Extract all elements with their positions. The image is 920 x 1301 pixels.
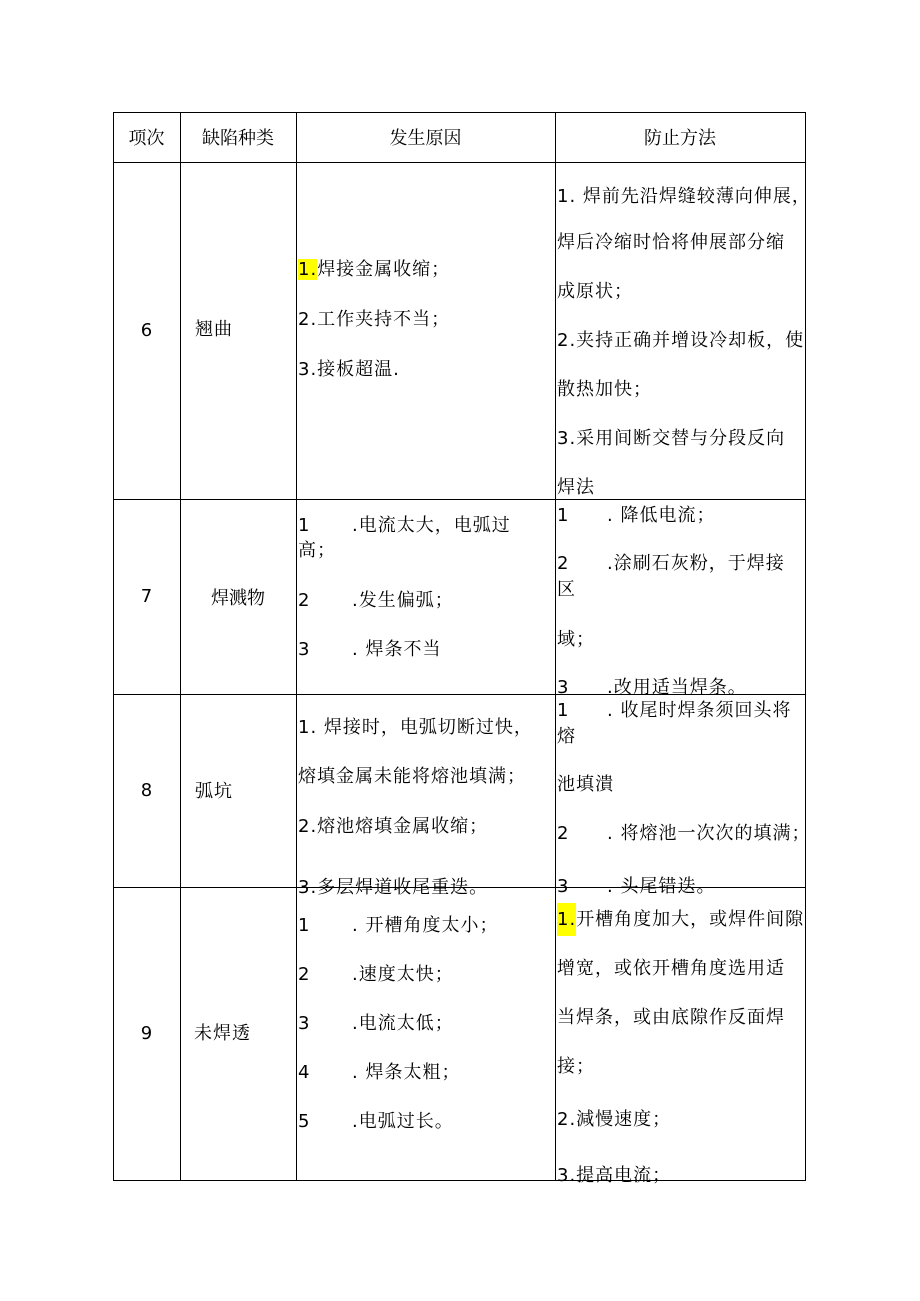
grid-line	[113, 1180, 806, 1181]
cause-cell	[296, 694, 555, 898]
header-defect: 缺陷种类	[202, 128, 274, 149]
item-number: 1	[298, 915, 311, 936]
prevention-line: .涂刷石灰粉，于焊接	[607, 553, 785, 574]
header-cause: 发生原因	[389, 128, 462, 149]
prevention-line: .改用适当焊条。	[607, 677, 747, 698]
row-number: 6	[140, 320, 153, 341]
defect-label: 弧坑	[195, 781, 233, 802]
prevention-line: 1. 焊前先沿焊缝较薄向伸展，	[557, 186, 811, 207]
defect-table	[113, 112, 811, 1186]
prevention-line: . 头尾错迭。	[607, 876, 716, 897]
prevention-line: 接；	[557, 1056, 595, 1077]
prevention-line: 增宽，或依开槽角度选用适	[557, 958, 785, 979]
item-number: 2	[557, 823, 570, 844]
cause-line: .电弧过长。	[352, 1111, 454, 1132]
prevention-cell	[555, 887, 805, 1186]
prevention-line: 2.減慢速度；	[557, 1109, 672, 1130]
header-no: 项次	[128, 128, 165, 149]
cause-cell	[296, 887, 555, 1180]
highlighted-number: 1.	[298, 259, 318, 280]
defect-label: 未焊透	[194, 1023, 251, 1044]
cause-line: .速度太快；	[352, 964, 454, 985]
prevention-line: 焊后冷缩时恰将伸展部分缩	[557, 232, 785, 253]
defect-cell	[180, 887, 296, 1180]
row-number: 9	[140, 1023, 153, 1044]
cause-line: . 焊条不当	[352, 639, 442, 660]
prevention-line: . 降低电流；	[607, 505, 716, 526]
item-number: 2	[557, 553, 570, 574]
prevention-cell	[555, 694, 811, 897]
defect-label: 翘曲	[195, 319, 233, 340]
prevention-line: 3.采用间断交替与分段反向	[557, 428, 786, 449]
cause-line: . 开槽角度太小；	[352, 915, 499, 936]
cause-line: .发生偏弧；	[352, 590, 454, 611]
item-number: 2	[298, 590, 311, 611]
prevention-line: 当焊条，或由底隙作反面焊	[557, 1007, 785, 1028]
prevention-line: . 收尾时焊条须回头将	[607, 700, 792, 721]
defect-cell	[180, 162, 296, 499]
item-number: 3	[557, 677, 570, 698]
item-number: 5	[298, 1111, 311, 1132]
defect-label: 焊溅物	[211, 587, 265, 609]
cause-line: 3.多层焊道收尾重迭。	[298, 877, 489, 898]
prevention-line: . 将熔池一次次的填满；	[607, 823, 811, 844]
prevention-line: 池填潰	[557, 774, 614, 795]
item-number: 2	[298, 964, 311, 985]
prevention-line: 成原状；	[557, 281, 633, 302]
cause-cell	[296, 162, 555, 499]
item-number: 3	[557, 876, 570, 897]
row-number: 8	[140, 780, 153, 801]
prevention-cell	[555, 499, 805, 698]
item-number: 1	[557, 700, 570, 721]
grid-line	[805, 112, 806, 1181]
item-number: 4	[298, 1062, 311, 1083]
prevention-line: 开槽角度加大，或焊件间隙	[576, 909, 805, 930]
cause-line: 3.接板超温.	[298, 359, 400, 380]
cause-line: 2.熔池熔填金属收缩；	[298, 816, 489, 837]
prevention-line: 熔	[557, 726, 576, 747]
header-prevention: 防止方法	[644, 128, 716, 149]
cause-line: 1. 焊接时，电弧切断过快，	[298, 717, 533, 738]
cause-line: .电流太大，电弧过	[352, 515, 511, 536]
prevention-cell	[555, 162, 811, 499]
cause-line: .电流太低；	[352, 1013, 454, 1034]
prevention-line: 3.提高电流；	[557, 1165, 672, 1186]
cause-line: 2.工作夹持不当；	[298, 309, 451, 330]
item-number: 1	[298, 515, 311, 536]
prevention-line: 区	[557, 579, 576, 600]
defect-cell	[180, 694, 296, 887]
cause-cell	[296, 499, 555, 694]
row-number: 7	[140, 586, 153, 607]
prevention-line: 焊法	[557, 477, 595, 498]
item-number: 3	[298, 1013, 311, 1034]
item-number: 1	[557, 505, 570, 526]
cause-line: 熔填金属未能将熔池填满；	[298, 766, 526, 787]
highlighted-number: 1.	[557, 903, 576, 936]
item-number: 3	[298, 639, 311, 660]
prevention-line: 域；	[557, 629, 595, 650]
prevention-line: 散热加快；	[557, 379, 652, 400]
cause-line: 高；	[298, 540, 336, 561]
cause-line: . 焊条太粗；	[352, 1062, 461, 1083]
cause-line: 焊接金属收缩；	[317, 259, 451, 280]
prevention-line: 2.夹持正确并增设冷却板，使	[557, 330, 805, 351]
